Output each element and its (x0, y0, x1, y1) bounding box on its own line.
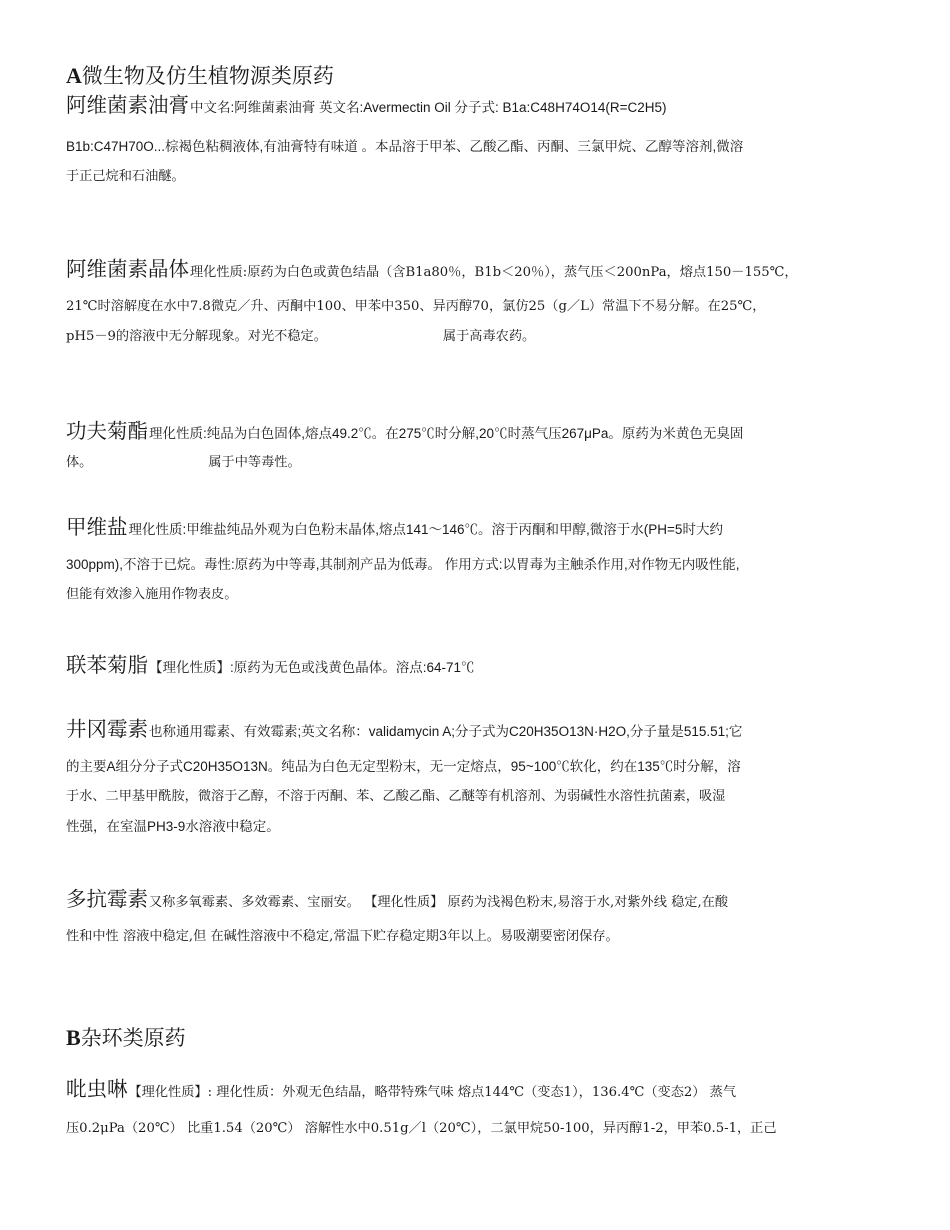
entry-name: 阿维菌素油膏 (66, 93, 189, 117)
entry-polyoxin (66, 882, 886, 952)
entry-text: pH5－9的溶液中无分解现象。对光不稳定。 (66, 329, 327, 344)
entry-line (66, 132, 886, 162)
entry-line (66, 252, 886, 286)
entry-line (66, 550, 886, 580)
entry-imidacloprid (66, 1072, 886, 1144)
entry-text: 理化性质:原药为白色或黄色结晶（含B1a80％，B1b＜20％），蒸气压＜200nPa，熔点150－155℃， (190, 265, 798, 280)
entry-name: 井冈霉素 (66, 717, 148, 741)
entry-name: 阿维菌素晶体 (66, 257, 189, 281)
entry-line (66, 510, 886, 544)
entry-text: 性强，在室温PH3-9水溶液中稳定。 (66, 819, 280, 834)
entry-avermectin-crystal (66, 252, 886, 352)
entry-line: 压0.2μPa（20℃） 比重1.54（20℃） 溶解性水中0.51g／l（20℃），二氯甲烷50-100，异丙醇1-2，甲苯0.5-1，正己 (66, 1121, 777, 1136)
section-letter: A (66, 63, 82, 88)
entry-text: 也称通用霉素、有效霉素;英文名称：validamycin A;分子式为C20H35O13N·H2O,分子量是515.51;它 (149, 724, 743, 739)
entry-name: 联苯菊脂 (66, 653, 148, 677)
entry-name: 多抗霉素 (66, 887, 148, 911)
entry-line (66, 712, 886, 746)
entry-text: 【理化性质】: 理化性质：外观无色结晶，略带特殊气味 熔点144℃（变态1），136.4℃（变态2） 蒸气 (128, 1085, 737, 1100)
entry-line: 于水、二甲基甲酰胺，微溶于乙醇，不溶于丙酮、苯、乙酸乙酯、乙醚等有机溶剂、为弱碱性水溶性抗菌素，吸湿 (66, 789, 726, 804)
toxicity-note: 属于高毒农药。 (442, 329, 536, 344)
entry-line (66, 648, 886, 682)
entry-bifenthrin (66, 648, 886, 682)
entry-text: B1b:C47H70O...棕褐色粘稠液体,有油膏特有味道 。本品溶于甲苯、乙酸乙酯、丙酮、三氯甲烷、乙醇等溶剂,微溶 (66, 139, 744, 154)
entry-text: 又称多氧霉素、多效霉素、宝丽安。 【理化性质】 原药为浅褐色粉末,易溶于水,对紫外线 稳定,在酸 (149, 895, 729, 910)
entry-text: 的主要A组分分子式C20H35O13N。纯品为白色无定型粉末，无一定熔点，95~100℃软化，约在135℃时分解，溶 (66, 759, 741, 774)
entry-line (66, 448, 886, 478)
entry-name: 功夫菊酯 (66, 419, 148, 443)
entry-text: 理化性质:纯品为白色固体,熔点49.2℃。在275℃时分解,20℃时蒸气压267μPa。原药为米黄色无臭固 (149, 426, 744, 441)
entry-text: 理化性质:甲维盐纯品外观为白色粉末晶体,熔点141～146℃。溶于丙酮和甲醇,微溶于水(PH=5时大约 (128, 522, 723, 537)
entry-line: 于正己烷和石油醚。 (66, 169, 185, 184)
section-b-heading (66, 1024, 186, 1052)
entry-line (66, 812, 886, 842)
entry-name: 吡虫啉 (66, 1077, 128, 1101)
entry-line (66, 882, 886, 916)
entry-text: 中文名:阿维菌素油膏 英文名:Avermectin Oil 分子式: B1a:C48H74O14(R=C2H5) (190, 100, 667, 115)
entry-text: 【理化性质】:原药为无色或浅黄色晶体。溶点:64-71℃ (149, 660, 475, 675)
section-a-heading (66, 62, 334, 90)
entry-line: 性和中性 溶液中稳定,但 在碱性溶液中不稳定,常温下贮存稳定期3年以上。易吸潮要密闭保存。 (66, 929, 619, 944)
section-title-text: 微生物及仿生植物源类原药 (81, 64, 334, 88)
entry-line (66, 414, 886, 448)
section-title-text: 杂环类原药 (80, 1026, 186, 1050)
entry-line (66, 322, 886, 352)
entry-name: 甲维盐 (66, 515, 128, 539)
entry-line (66, 1072, 886, 1106)
entry-text: 300ppm),不溶于已烷。毒性:原药为中等毒,其制剂产品为低毒。 作用方式:以胃毒为主触杀作用,对作物无内吸性能, (66, 557, 740, 572)
entry-avermectin-oil (66, 88, 886, 192)
entry-cyhalothrin (66, 414, 886, 478)
entry-line: 21℃时溶解度在水中7.8微克／升、丙酮中100、甲苯中350、异丙醇70，氯仿25（g／L）常温下不易分解。在25℃， (66, 299, 766, 314)
section-letter: B (66, 1025, 81, 1050)
entry-validamycin (66, 712, 886, 842)
entry-emamectin (66, 510, 886, 610)
entry-line: 但能有效渗入施用作物表皮。 (66, 587, 238, 602)
entry-line (66, 752, 886, 782)
entry-line (66, 88, 886, 122)
entry-text: 体。 (66, 455, 93, 470)
toxicity-note: 属于中等毒性。 (208, 455, 301, 470)
